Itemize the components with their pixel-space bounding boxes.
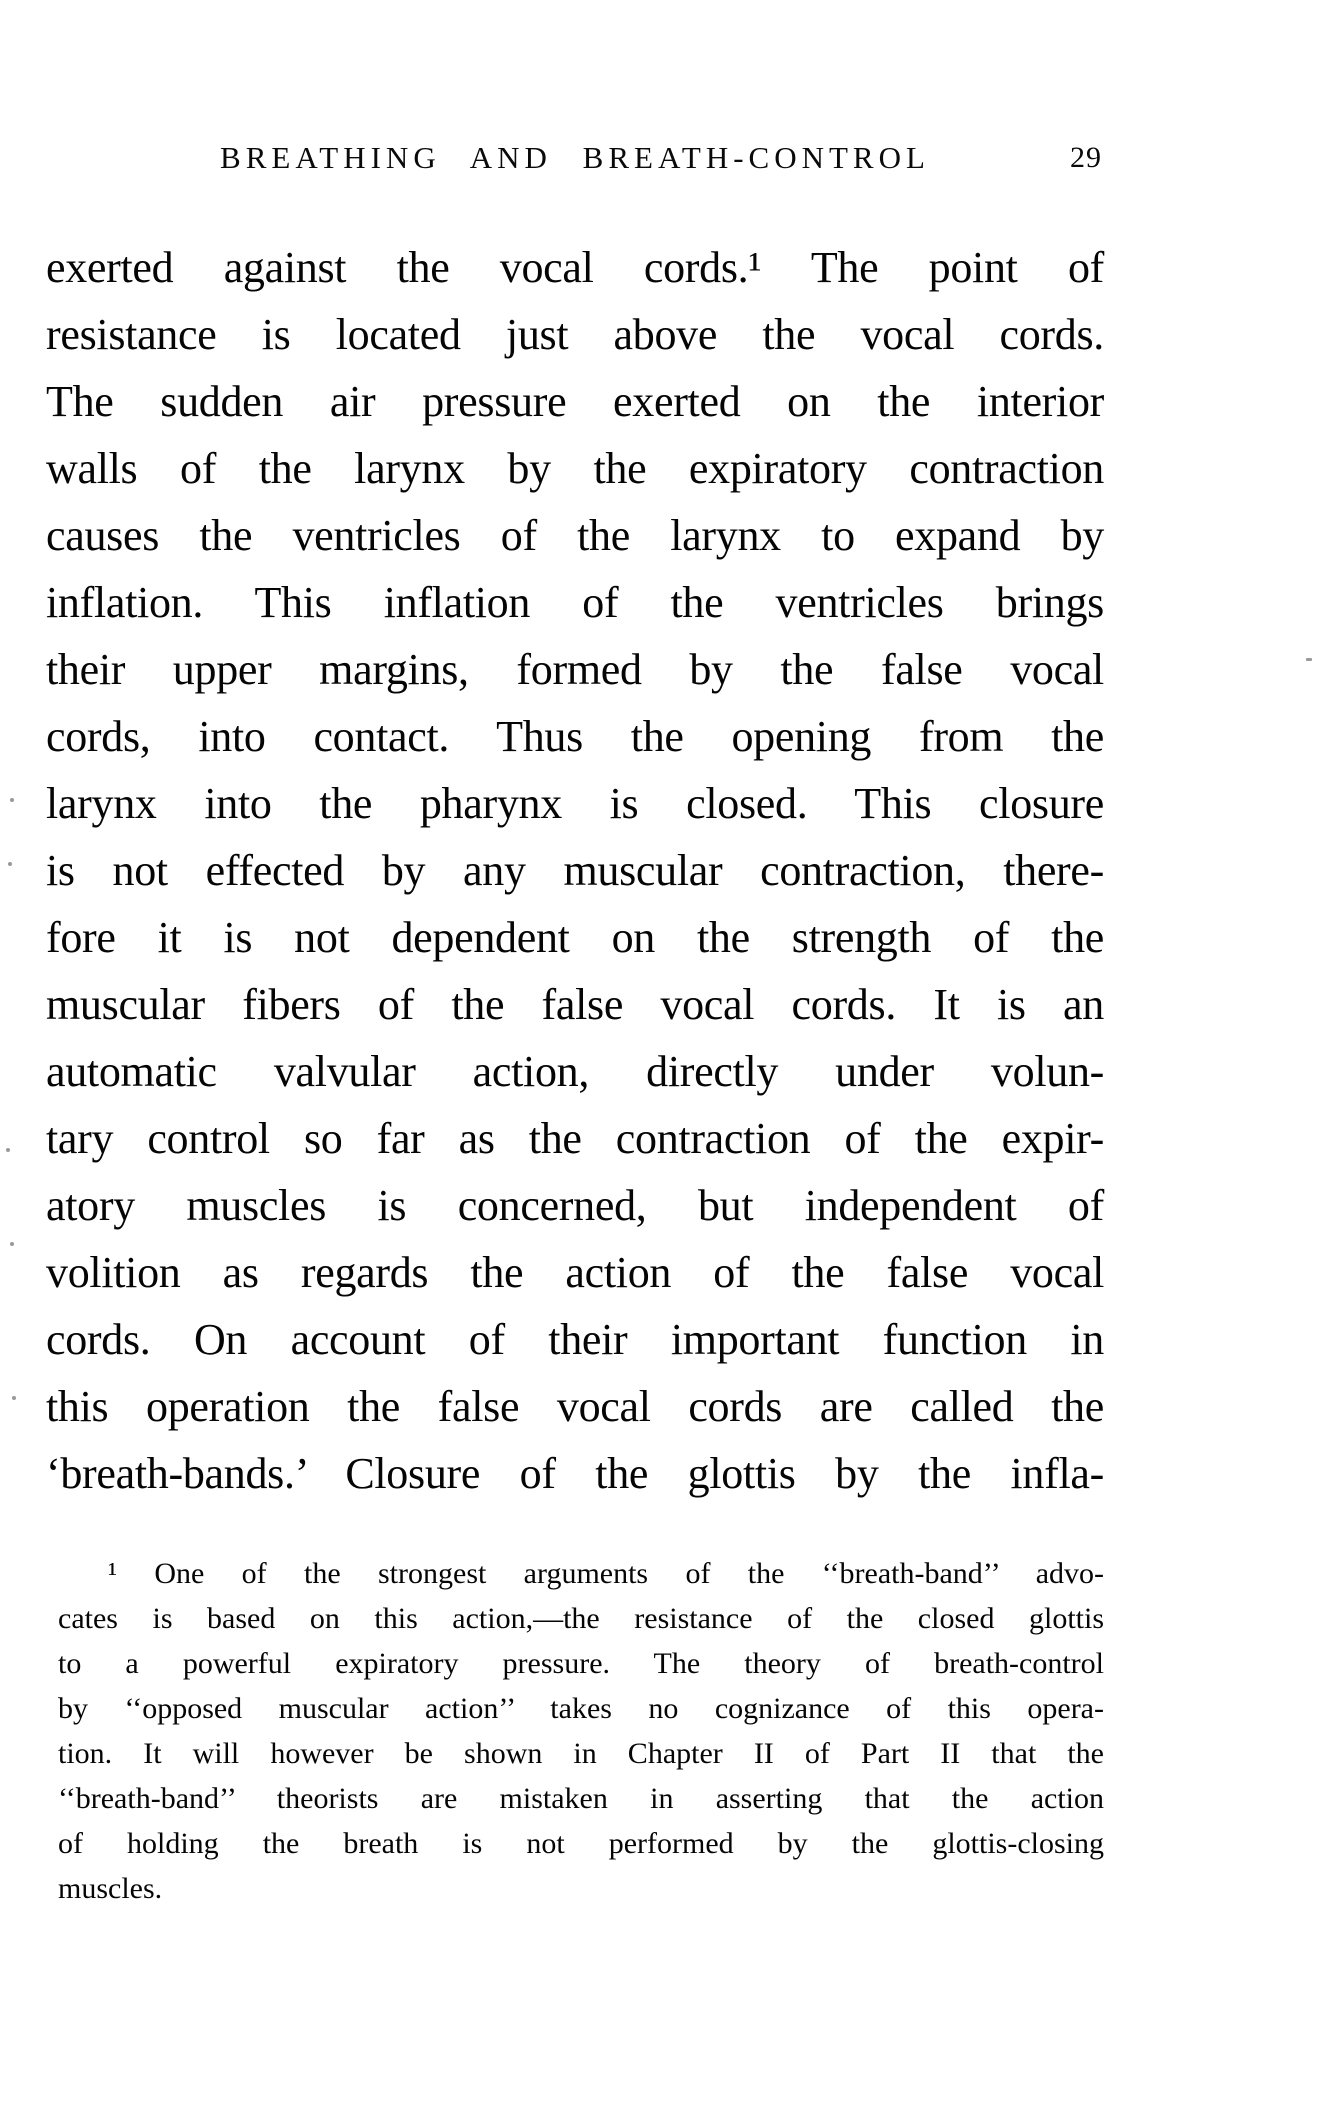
footnote-line: cates is based on this action,—the resistance of the closed glottis (58, 1602, 1104, 1635)
body-text-line: volition as regards the action of the false vocal (46, 1248, 1104, 1297)
footnote (58, 1551, 1104, 1911)
body-text-line: is not effected by any muscular contraction, there- (46, 846, 1104, 895)
body-text-line: automatic valvular action, directly under volun- (46, 1047, 1104, 1096)
page-number: 29 (1070, 141, 1102, 174)
body-text (46, 234, 1104, 1507)
body-text-line: fore it is not dependent on the strength of the (46, 913, 1104, 962)
footnote-line: tion. It will however be shown in Chapter II of Part II that the (58, 1737, 1104, 1770)
scan-speck (6, 1148, 10, 1152)
running-header (46, 140, 1104, 182)
footnote-line: ‘‘breath-band’’ theorists are mistaken in asserting that the action (58, 1782, 1104, 1815)
body-text-line: ‘breath-bands.’ Closure of the glottis by the infla- (46, 1449, 1104, 1498)
body-text-line: this operation the false vocal cords are called the (46, 1382, 1104, 1431)
chapter-running-title: BREATHING AND BREATH-CONTROL (220, 140, 930, 175)
body-text-line: walls of the larynx by the expiratory contraction (46, 444, 1104, 493)
body-text-line: exerted against the vocal cords.¹ The point of (46, 243, 1104, 292)
body-text-line: tary control so far as the contraction of the expir- (46, 1114, 1104, 1163)
body-text-line: cords, into contact. Thus the opening from the (46, 712, 1104, 761)
body-text-line: atory muscles is concerned, but independent of (46, 1181, 1104, 1230)
body-text-line: cords. On account of their important function in (46, 1315, 1104, 1364)
footnote-line: of holding the breath is not performed by the glottis-closing (58, 1827, 1104, 1860)
scan-speck (12, 1396, 16, 1400)
footnote-line: by ‘‘opposed muscular action’’ takes no cognizance of this opera- (58, 1692, 1104, 1725)
scan-speck (10, 798, 14, 802)
body-text-line: inflation. This inflation of the ventricles brings (46, 578, 1104, 627)
body-text-line: resistance is located just above the vocal cords. (46, 310, 1104, 359)
footnote-line: muscles. (58, 1872, 163, 1905)
body-text-line: their upper margins, formed by the false vocal (46, 645, 1104, 694)
body-text-line: larynx into the pharynx is closed. This closure (46, 779, 1104, 828)
scan-speck (1306, 658, 1312, 661)
body-text-line: muscular fibers of the false vocal cords. It is an (46, 980, 1104, 1029)
body-text-line: The sudden air pressure exerted on the interior (46, 377, 1104, 426)
body-text-line: causes the ventricles of the larynx to expand by (46, 511, 1104, 560)
footnote-line: ¹ One of the strongest arguments of the ‘‘breath-band’’ advo- (108, 1557, 1104, 1590)
scan-speck (10, 1242, 14, 1246)
footnote-line: to a powerful expiratory pressure. The theory of breath-control (58, 1647, 1104, 1680)
scan-speck (8, 862, 12, 866)
